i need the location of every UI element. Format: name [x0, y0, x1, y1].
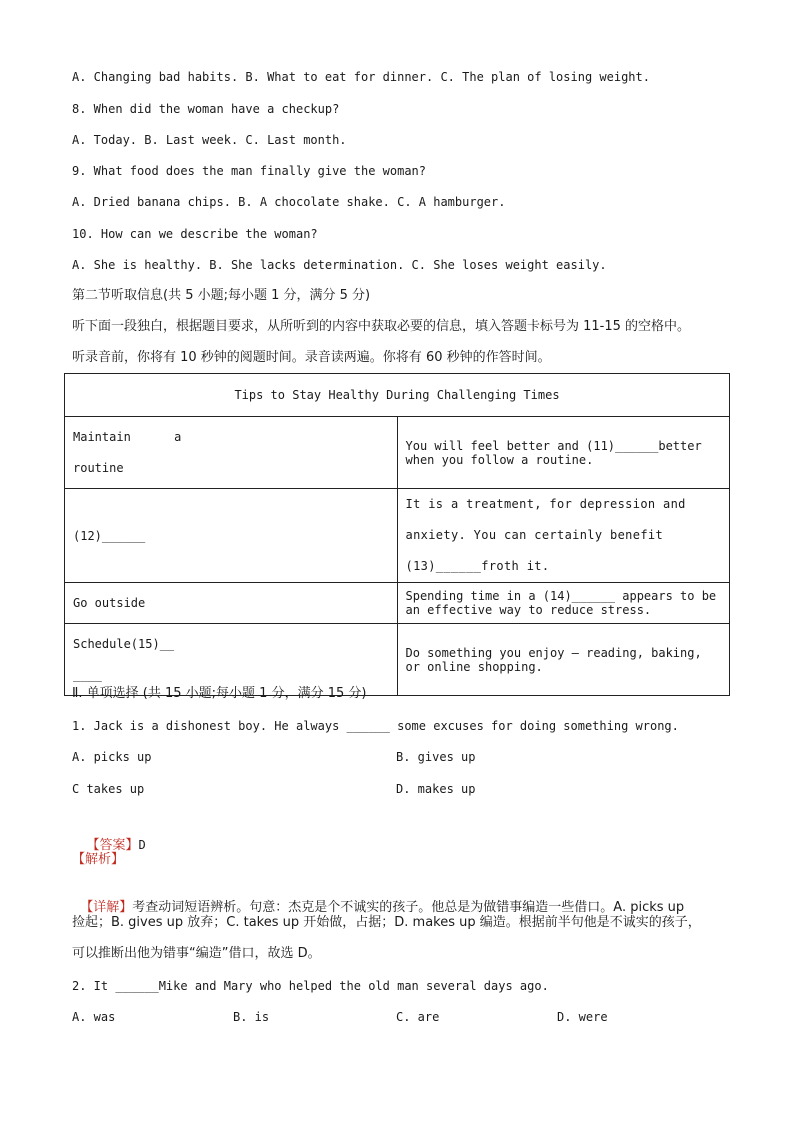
q8-question: 8. When did the woman have a checkup? [72, 102, 340, 116]
table-row [65, 624, 730, 696]
part2-heading: Ⅱ. 单项选择 (共 15 小题;每小题 1 分，满分 15 分) [72, 686, 367, 701]
tips-table-title: Tips to Stay Healthy During Challenging Times [65, 374, 730, 417]
table-cell-right: You will feel better and (11)______better when you follow a routine. [397, 417, 730, 489]
detail-text-1: 考查动词短语辨析。句意：杰克是个不诚实的孩子。他总是为做错事编造一些借口。A. picks up [132, 900, 685, 915]
q1-option-b: B. gives up [396, 750, 476, 764]
q2-option-b: B. is [233, 1010, 270, 1024]
table-row [65, 489, 730, 583]
q8-options: A. Today. B. Last week. C. Last month. [72, 133, 347, 147]
q9-question: 9. What food does the man finally give the woman? [72, 164, 427, 178]
tips-table [64, 373, 730, 696]
section2-instruction-2: 听录音前，你将有 10 秒钟的阅题时间。录音读两遍。你将有 60 秒钟的作答时间。 [72, 350, 551, 365]
section2-instruction-1: 听下面一段独白，根据题目要求，从所听到的内容中获取必要的信息，填入答题卡标号为 11-15 的空格中。 [72, 319, 691, 334]
q9-options: A. Dried banana chips. B. A chocolate shake. C. A hamburger. [72, 195, 506, 209]
q1-option-c: C takes up [72, 782, 145, 796]
detail-line-2: 捡起；B. gives up 放弃；C. takes up 开始做，占据；D. makes up 编造。根据前半句他是不诚实的孩子， [72, 915, 701, 930]
detail-label: 【详解】 [80, 900, 133, 915]
table-cell-right: Do something you enjoy — reading, baking, or online shopping. [397, 624, 730, 696]
answer-value: D [138, 838, 146, 852]
section2-heading: 第二节听取信息(共 5 小题;每小题 1 分，满分 5 分) [72, 288, 371, 303]
table-cell-left: (12)______ [65, 489, 398, 583]
q2-option-c: C. are [396, 1010, 440, 1024]
table-cell-left: Maintain a routine [65, 417, 398, 489]
q1-option-d: D. makes up [396, 782, 476, 796]
q10-options: A. She is healthy. B. She lacks determination. C. She loses weight easily. [72, 258, 607, 272]
q10-question: 10. How can we describe the woman? [72, 227, 318, 241]
answer-label: 【答案】 [86, 838, 139, 853]
table-row [65, 583, 730, 624]
table-cell-right: It is a treatment, for depression and anxiety. You can certainly benefit (13)______froth it. [397, 489, 730, 583]
table-row [65, 417, 730, 489]
q7-options: A. Changing bad habits. B. What to eat for dinner. C. The plan of losing weight. [72, 70, 650, 84]
answer-line [72, 821, 146, 854]
table-cell-left: Schedule(15)__ ____ [65, 624, 398, 696]
q2-option-a: A. was [72, 1010, 116, 1024]
q1-question: 1. Jack is a dishonest boy. He always ______ some excuses for doing something wrong. [72, 719, 679, 733]
q1-option-a: A. picks up [72, 750, 152, 764]
analysis-label: 【解析】 [72, 852, 125, 867]
detail-line-1 [72, 884, 684, 916]
q2-question: 2. It ______Mike and Mary who helped the old man several days ago. [72, 979, 549, 993]
table-cell-right: Spending time in a (14)______ appears to be an effective way to reduce stress. [397, 583, 730, 624]
table-cell-left: Go outside [65, 583, 398, 624]
detail-line-3: 可以推断出他为错事“编造”借口，故选 D。 [72, 946, 321, 961]
q2-option-d: D. were [557, 1010, 608, 1024]
